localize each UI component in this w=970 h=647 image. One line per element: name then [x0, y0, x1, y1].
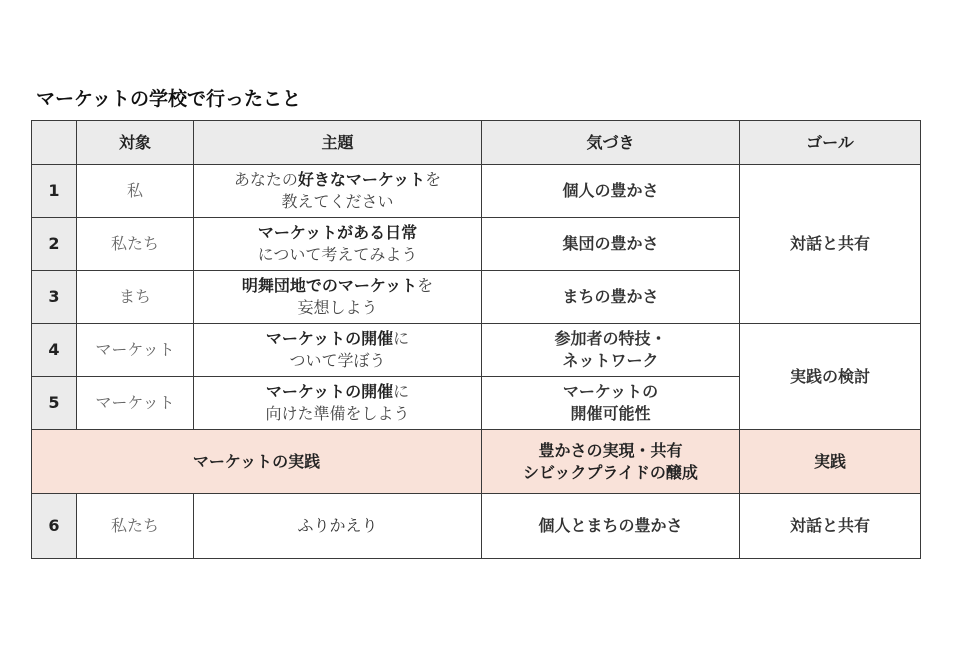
- row-awareness: 個人とまちの豊かさ: [482, 494, 740, 559]
- goal-dialogue-sharing: 対話と共有: [740, 165, 921, 324]
- theme-emphasis: マーケットの開催: [265, 329, 394, 348]
- awareness-line: 豊かさの実現・共有: [538, 440, 683, 460]
- row-awareness: 個人の豊かさ: [482, 165, 740, 218]
- row-awareness: [482, 377, 740, 430]
- theme-text: を: [417, 276, 434, 295]
- row-number: 5: [32, 377, 77, 430]
- row-number: 3: [32, 271, 77, 324]
- theme-emphasis: 明舞団地でのマーケット: [241, 276, 418, 295]
- header-row: [32, 121, 921, 165]
- practice-goal: 実践: [740, 430, 921, 494]
- theme-text: ついて学ぼう: [289, 351, 386, 370]
- row-target: 私たち: [77, 218, 194, 271]
- theme-text: を: [425, 170, 442, 189]
- row-theme: [194, 165, 482, 218]
- practice-row: [32, 430, 921, 494]
- theme-text: 向けた準備をしよう: [265, 404, 410, 423]
- awareness-line: 参加者の特技・: [554, 329, 667, 348]
- theme-emphasis: マーケットがある日常: [257, 223, 418, 242]
- row-target: まち: [77, 271, 194, 324]
- awareness-line: マーケットの: [562, 382, 659, 401]
- header-theme: 主題: [194, 121, 482, 165]
- header-num: [32, 121, 77, 165]
- theme-text: に: [393, 329, 410, 348]
- row-awareness: まちの豊かさ: [482, 271, 740, 324]
- table-row: [32, 494, 921, 559]
- row-target: 私: [77, 165, 194, 218]
- theme-text: あなたの: [233, 170, 298, 189]
- row-target: 私たち: [77, 494, 194, 559]
- awareness-line: ネットワーク: [562, 351, 659, 370]
- row-number: 6: [32, 494, 77, 559]
- awareness-line: シビックプライドの醸成: [523, 462, 698, 482]
- row-theme: [194, 218, 482, 271]
- row-theme: [194, 377, 482, 430]
- theme-emphasis: マーケットの開催: [265, 382, 394, 401]
- theme-emphasis: 好きなマーケット: [297, 170, 426, 189]
- theme-text: しよう: [329, 298, 378, 317]
- header-awareness: 気づき: [482, 121, 740, 165]
- awareness-line: 開催可能性: [570, 404, 651, 423]
- row-number: 4: [32, 324, 77, 377]
- theme-text: に: [393, 382, 410, 401]
- theme-text: 妄想: [297, 298, 330, 317]
- row-number: 1: [32, 165, 77, 218]
- row-theme: [194, 324, 482, 377]
- row-awareness: [482, 324, 740, 377]
- table-row: [32, 165, 921, 218]
- practice-awareness: [482, 430, 740, 494]
- table-row: [32, 324, 921, 377]
- row-number: 2: [32, 218, 77, 271]
- row-theme: [194, 271, 482, 324]
- row-goal: 対話と共有: [740, 494, 921, 559]
- row-target: マーケット: [77, 324, 194, 377]
- row-theme: ふりかえり: [194, 494, 482, 559]
- row-awareness: 集団の豊かさ: [482, 218, 740, 271]
- workshop-table: [31, 120, 921, 559]
- header-target: 対象: [77, 121, 194, 165]
- practice-label: マーケットの実践: [32, 430, 482, 494]
- row-target: マーケット: [77, 377, 194, 430]
- page-title: マーケットの学校で行ったこと: [36, 88, 302, 110]
- goal-practice-review: 実践の検討: [740, 324, 921, 430]
- theme-text: 教えてください: [281, 192, 394, 211]
- header-goal: ゴール: [740, 121, 921, 165]
- theme-text: について考えてみよう: [257, 245, 418, 264]
